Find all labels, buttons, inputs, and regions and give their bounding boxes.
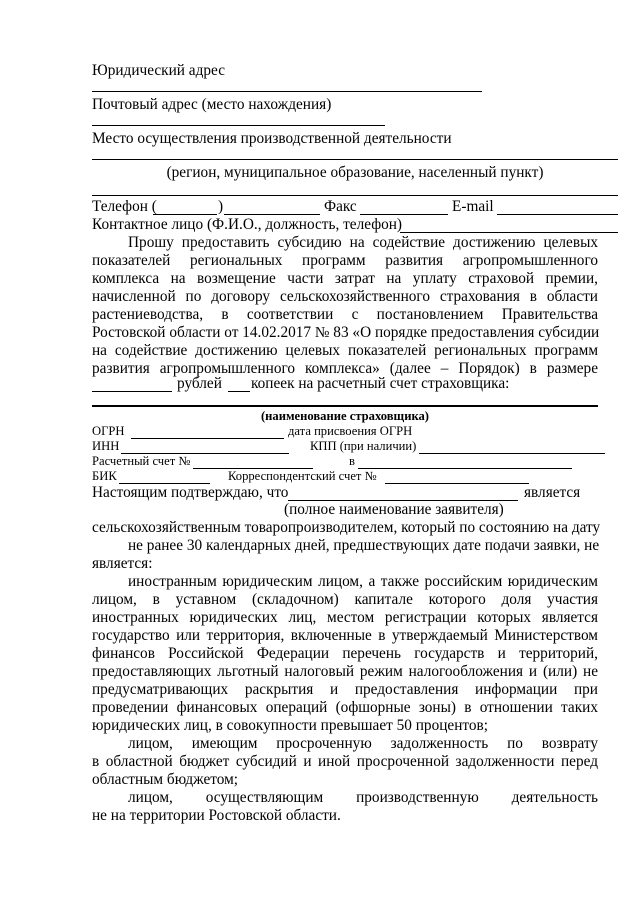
activity-place-field[interactable] [92,159,618,160]
debt-condition-line: в областной бюджет субсидий и иной просроченной задолженности перед [92,753,598,770]
foreign-condition-line: иностранным юридическим лицом, а также российским юридическим [128,573,598,590]
confirm-line: сельскохозяйственным товаропроизводителем, который по состоянию на дату [92,519,601,536]
account-label: Расчетный счет № [92,454,191,468]
request-line: комплекса на возмещение части затрат на уплату страховой премии, [92,270,598,287]
activity-place-field-2[interactable] [92,195,618,196]
debt-condition-line: областным бюджетом; [92,771,239,788]
request-line: развития агропромышленного комплекса» (далее – Порядок) в размере [92,360,598,377]
debt-condition-line: лицом, имеющим просроченную задолженность по возврату [128,735,598,752]
corr-account-label: Корреспондентский счет № [228,469,377,483]
request-line: Прошу предоставить субсидию на содействие достижению целевых [128,234,598,251]
foreign-condition-line: предусматривающих раскрытия и предоставления информации при [92,681,598,698]
phone-label: Телефон ( [92,198,157,215]
legal-address-field[interactable] [92,91,482,92]
foreign-condition-line: государство или территория, включенные в утверждаемый Министерством [92,627,598,644]
inn-label: ИНН [92,439,120,453]
contact-person-label: Контактное лицо (Ф.И.О., должность, телефон) [92,216,403,233]
foreign-condition-line: финансов Российской Федерации перечень государств и территорий, [92,645,598,662]
ogrn-label: ОГРН [92,424,125,438]
bik-label: БИК [92,469,117,483]
bank-field[interactable] [358,468,572,469]
territory-condition-line: не на территории Ростовской области. [92,807,341,824]
region-caption: (регион, муниципальное образование, населенный пункт) [166,164,544,181]
kpp-label: КПП (при наличии) [310,439,417,453]
postal-address-label: Почтовый адрес (место нахождения) [92,96,332,113]
phone-close-paren: ) [218,198,224,215]
request-line: на содействие достижению целевых показателей региональных программ [92,342,598,359]
email-label: E-mail [452,198,494,215]
kpp-field[interactable] [419,453,605,454]
postal-address-field[interactable] [92,125,385,126]
phone-code-field[interactable] [153,214,217,215]
request-line: растениеводства, в соответствии с постановлением Правительства [92,306,598,323]
email-field[interactable] [497,214,618,215]
contact-person-field[interactable] [400,232,618,233]
foreign-condition-line: иностранных юридических лиц, местом регистрации которых является [92,609,598,626]
fax-field[interactable] [360,214,448,215]
confirm-line: не ранее 30 календарных дней, предшествующих дате подачи заявки, не [128,537,600,554]
confirm-line: является: [92,555,153,572]
foreign-condition-line: проведении финансовых операций (офшорные зоны) в отношении таких [92,699,598,716]
bank-in-label: в [349,454,355,468]
rubles-label: рублей [177,375,222,392]
foreign-condition-line: лицом, в уставном (складочном) капитале которого доля участия [92,591,598,608]
fax-label: Факс [324,198,357,215]
foreign-condition-line: предоставляющих льготный налоговый режим налогообложения и (или) не [92,663,598,680]
kopecks-label: копеек на расчетный счет страховщика: [251,375,510,392]
activity-place-label: Место осуществления производственной деятельности [92,130,452,147]
foreign-condition-line: юридических лиц, в совокупности превышает 50 процентов; [92,717,488,734]
phone-number-field[interactable] [224,214,320,215]
confirm-lead: Настоящим подтверждаю, что [92,484,289,501]
rubles-amount-field[interactable] [92,391,172,392]
corr-account-field[interactable] [385,483,529,484]
applicant-caption: (полное наименование заявителя) [284,501,504,518]
kopecks-amount-field[interactable] [228,391,250,392]
request-line: Ростовской области от 14.02.2017 № 83 «О порядке предоставления субсидии [92,324,600,341]
request-line: начисленной по договору сельскохозяйственного страхования в области [92,288,598,305]
request-line: показателей региональных программ развития агропромышленного [92,252,598,269]
insurer-caption: (наименование страховщика) [260,409,430,423]
territory-condition-line: лицом, осуществляющим производственную деятельность [128,789,598,806]
ogrn-field[interactable] [131,438,284,439]
confirm-is-word: является [524,484,581,501]
insurer-name-field[interactable] [92,405,598,407]
ogrn-date-label: дата присвоения ОГРН [288,424,413,438]
legal-address-label: Юридический адрес [92,62,225,79]
